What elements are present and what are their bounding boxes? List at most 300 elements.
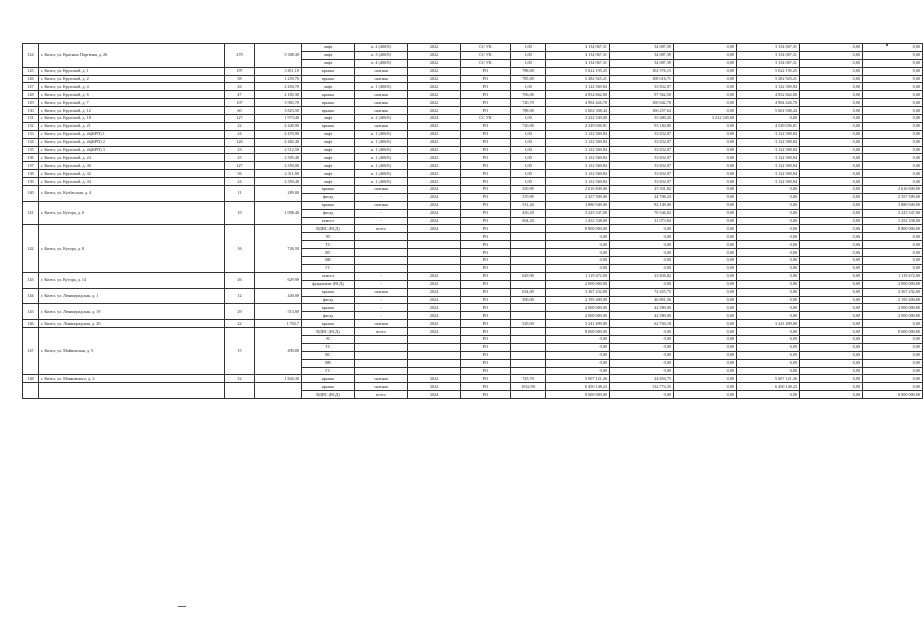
cost-other-cell: 0,00: [863, 83, 923, 91]
work-type-cell: крыша: [302, 383, 355, 391]
cost-2022-cell: 3 122 569,84: [737, 138, 800, 146]
cost-other-cell: 0,00: [863, 44, 923, 52]
apartments-cell: 32: [225, 375, 255, 383]
method-cell: СС УК: [461, 44, 511, 52]
unit-cost-cell: 0,00: [610, 233, 674, 241]
year-cell: [408, 351, 461, 359]
area-cell: 1 259,70: [255, 75, 302, 83]
table-row: [23, 115, 923, 123]
method-cell: РО: [461, 83, 511, 91]
quantity-cell: [511, 257, 546, 265]
work-kind-cell: [355, 233, 408, 241]
year-cell: [408, 249, 461, 257]
quantity-cell: 1,00: [511, 138, 546, 146]
total-cost-cell: 3 367 232,00: [546, 288, 610, 296]
method-cell: РО: [461, 67, 511, 75]
year-cell: [408, 257, 461, 265]
cost-2024-cell: 0,00: [674, 83, 737, 91]
method-cell: РО: [461, 107, 511, 115]
total-cost-cell: 5 602 508,44: [546, 107, 610, 115]
year-cell: [408, 335, 461, 343]
method-cell: РО: [461, 359, 511, 367]
cost-2022-cell: 3 241 499,00: [737, 320, 800, 328]
work-type-cell: крыша: [302, 186, 355, 194]
method-cell: РО: [461, 178, 511, 186]
cost-other-cell: 1 119 472,00: [863, 272, 923, 280]
quantity-cell: [511, 225, 546, 233]
table-row: [23, 75, 923, 83]
work-type-cell: крыша: [302, 304, 355, 312]
cost-other-cell: 3 367 232,00: [863, 288, 923, 296]
apartments-cell: 60: [225, 107, 255, 115]
cost-other-cell: 2 000 000,00: [863, 312, 923, 320]
cost-2024-cell: 0,00: [674, 186, 737, 194]
apartments-cell: 127: [225, 115, 255, 123]
cost-other-cell: 0,00: [863, 178, 923, 186]
row-number-cell: 132: [23, 122, 39, 130]
work-type-cell: крыша: [302, 91, 355, 99]
work-kind-cell: п. 3 (400/8): [355, 51, 408, 59]
method-cell: РО: [461, 280, 511, 288]
cost-other-cell: 0,00: [863, 59, 923, 67]
cost-2023-cell: 0,00: [800, 304, 863, 312]
cost-2022-cell: 5 602 508,44: [737, 107, 800, 115]
work-type-cell: лифт: [302, 154, 355, 162]
cost-2024-cell: 0,00: [674, 320, 737, 328]
method-cell: РО: [461, 272, 511, 280]
cost-2022-cell: 5 607 121,26: [737, 375, 800, 383]
area-cell: 629,90: [255, 272, 302, 288]
row-number-cell: 127: [23, 83, 39, 91]
cost-other-cell: 3 225 547,00: [863, 209, 923, 217]
table-row: [23, 99, 923, 107]
unit-cost-cell: 34 087,39: [610, 51, 674, 59]
cost-2022-cell: 0,00: [737, 233, 800, 241]
cost-2022-cell: 0,00: [737, 296, 800, 304]
year-cell: 2024: [408, 312, 461, 320]
cost-2023-cell: 0,00: [800, 343, 863, 351]
cost-2023-cell: 0,00: [800, 44, 863, 52]
work-kind-cell: скатная: [355, 201, 408, 209]
cost-2022-cell: 0,00: [737, 312, 800, 320]
unit-cost-cell: 42 580,00: [610, 304, 674, 312]
cost-2022-cell: 0,00: [737, 201, 800, 209]
cost-2024-cell: 0,00: [674, 91, 737, 99]
quantity-cell: 788,00: [511, 107, 546, 115]
work-kind-cell: [355, 359, 408, 367]
table-row: [23, 201, 923, 209]
cost-2022-cell: 0,00: [737, 304, 800, 312]
unit-cost-cell: 42 580,00: [610, 312, 674, 320]
cost-2023-cell: 0,00: [800, 249, 863, 257]
quantity-cell: 706,00: [511, 91, 546, 99]
cost-2023-cell: 0,00: [800, 288, 863, 296]
method-cell: РО: [461, 320, 511, 328]
total-cost-cell: 2 000 000,00: [546, 304, 610, 312]
cost-other-cell: 0,00: [863, 264, 923, 272]
area-cell: 2 440,90: [255, 122, 302, 130]
table-row: [23, 130, 923, 138]
row-number-cell: 138: [23, 170, 39, 178]
cost-other-cell: 0,00: [863, 67, 923, 75]
total-cost-cell: 4 549 036,81: [546, 122, 610, 130]
row-number-cell: 126: [23, 75, 39, 83]
cost-2024-cell: 0,00: [674, 383, 737, 391]
work-kind-cell: -: [355, 280, 408, 288]
work-type-cell: фасад: [302, 209, 355, 217]
cost-other-cell: 0,00: [863, 162, 923, 170]
cost-2024-cell: 0,00: [674, 193, 737, 201]
unit-cost-cell: 0,00: [610, 249, 674, 257]
cost-other-cell: 0,00: [863, 170, 923, 178]
address-cell: г. Кизел, ул. Ленинградская, д. 20: [39, 320, 225, 328]
work-kind-cell: всего: [355, 328, 408, 336]
cost-2024-cell: 0,00: [674, 170, 737, 178]
row-number-cell: 137: [23, 162, 39, 170]
cost-2023-cell: 0,00: [800, 115, 863, 123]
cost-2024-cell: 0,00: [674, 51, 737, 59]
address-cell: [39, 383, 225, 399]
cost-2022-cell: 0,00: [737, 241, 800, 249]
cost-2024-cell: 0,00: [674, 99, 737, 107]
work-kind-cell: п. 4 (400/8): [355, 59, 408, 67]
unit-cost-cell: 0,00: [610, 241, 674, 249]
address-cell: г. Кизел, ул. Крупской, д. 2в(КРП) 3: [39, 146, 225, 154]
cost-2022-cell: 0,00: [737, 186, 800, 194]
total-cost-cell: 5 607 121,26: [546, 375, 610, 383]
table-row: [23, 67, 923, 75]
work-kind-cell: скатная: [355, 122, 408, 130]
apartments-cell: 56: [225, 170, 255, 178]
cost-other-cell: 0,00: [863, 335, 923, 343]
cost-other-cell: 0,00: [863, 130, 923, 138]
year-cell: 2022: [408, 51, 461, 59]
method-cell: РО: [461, 383, 511, 391]
work-type-cell: крыша: [302, 375, 355, 383]
area-cell: 2 294,70: [255, 83, 302, 91]
cost-2024-cell: 0,00: [674, 328, 737, 336]
total-cost-cell: 3 122 569,84: [546, 146, 610, 154]
method-cell: СС УК: [461, 51, 511, 59]
work-type-cell: ЭС: [302, 335, 355, 343]
row-number-cell: 130: [23, 107, 39, 115]
method-cell: РО: [461, 146, 511, 154]
unit-cost-cell: 132 774,35: [610, 383, 674, 391]
address-cell: г. Кизел, ул. Майкопская, д. 5: [39, 328, 225, 375]
total-cost-cell: 3 222 549,00: [546, 115, 610, 123]
cost-2022-cell: 0,00: [737, 391, 800, 399]
work-kind-cell: скатная: [355, 99, 408, 107]
cost-2023-cell: 0,00: [800, 130, 863, 138]
cost-2024-cell: 0,00: [674, 154, 737, 162]
quantity-cell: 1,00: [511, 146, 546, 154]
row-number-cell: 139: [23, 178, 39, 186]
work-type-cell: лифт: [302, 59, 355, 67]
unit-cost-cell: 0,00: [610, 328, 674, 336]
unit-cost-cell: 33 832,07: [610, 154, 674, 162]
cost-2023-cell: 0,00: [800, 99, 863, 107]
work-kind-cell: п. 2 (400/8): [355, 115, 408, 123]
cost-2022-cell: 3 122 569,84: [737, 178, 800, 186]
total-cost-cell: 8 000 000,00: [546, 391, 610, 399]
work-kind-cell: п. 1 (400/8): [355, 154, 408, 162]
cost-other-cell: 0,00: [863, 51, 923, 59]
address-cell: г. Кизел, ул. Кутора, д. 8: [39, 225, 225, 272]
table-row: [23, 272, 923, 280]
total-cost-cell: 1 452 338,00: [546, 217, 610, 225]
total-cost-cell: 2 616 849,00: [546, 186, 610, 194]
row-number-cell: 133: [23, 130, 39, 138]
address-cell: г. Кизел, ул. Крупской, д. 7: [39, 99, 225, 107]
unit-cost-cell: 0,00: [610, 257, 674, 265]
work-type-cell: ЭС: [302, 233, 355, 241]
total-cost-cell: 3 134 067,31: [546, 51, 610, 59]
method-cell: СС УК: [461, 59, 511, 67]
work-kind-cell: п. 1 (400/8): [355, 138, 408, 146]
year-cell: 2022: [408, 320, 461, 328]
cost-2022-cell: 0,00: [737, 249, 800, 257]
apartments-cell: 24: [225, 178, 255, 186]
method-cell: РО: [461, 335, 511, 343]
cost-2022-cell: 3 122 569,84: [737, 146, 800, 154]
method-cell: РО: [461, 201, 511, 209]
cost-2022-cell: 0,00: [737, 264, 800, 272]
quantity-cell: 1,00: [511, 162, 546, 170]
cost-2023-cell: 0,00: [800, 375, 863, 383]
method-cell: РО: [461, 170, 511, 178]
address-cell: г. Кизел, ул. Крупской, д. 21: [39, 122, 225, 130]
cost-2022-cell: 6 450 148,23: [737, 383, 800, 391]
quantity-cell: [511, 367, 546, 375]
area-cell: 1 098,40: [255, 201, 302, 225]
work-type-cell: фасад: [302, 312, 355, 320]
cost-2023-cell: 0,00: [800, 351, 863, 359]
unit-cost-cell: 34 087,39: [610, 59, 674, 67]
unit-cost-cell: 0,00: [610, 225, 674, 233]
table-row: [23, 328, 923, 336]
year-cell: 2024: [408, 288, 461, 296]
apartments-cell: 58: [225, 75, 255, 83]
address-cell: г. Кизел, ул. Красных Партизан, д. 26: [39, 44, 225, 68]
cost-2024-cell: 0,00: [674, 367, 737, 375]
cost-2024-cell: 0,00: [674, 312, 737, 320]
cost-other-cell: 0,00: [863, 107, 923, 115]
cost-other-cell: 2 195 400,00: [863, 296, 923, 304]
apartments-cell: 107: [225, 99, 255, 107]
work-type-cell: ВДИС (ВСД): [302, 391, 355, 399]
row-number-cell: 140: [23, 186, 39, 202]
year-cell: 2022: [408, 383, 461, 391]
year-cell: [408, 343, 461, 351]
address-cell: г. Кизел, ул. Крупской, д. 1: [39, 67, 225, 75]
cost-2023-cell: 0,00: [800, 280, 863, 288]
cost-2023-cell: 0,00: [800, 217, 863, 225]
cost-other-cell: 0,00: [863, 91, 923, 99]
area-cell: 726,50: [255, 225, 302, 272]
cost-2024-cell: 0,00: [674, 335, 737, 343]
table-row: [23, 146, 923, 154]
method-cell: РО: [461, 257, 511, 265]
unit-cost-cell: 0,00: [610, 391, 674, 399]
apartments-cell: 24: [225, 130, 255, 138]
area-cell: 2 470,90: [255, 130, 302, 138]
work-kind-cell: п. 1 (400/8): [355, 146, 408, 154]
total-cost-cell: 0,00: [546, 359, 610, 367]
method-cell: РО: [461, 367, 511, 375]
method-cell: РО: [461, 209, 511, 217]
year-cell: [408, 359, 461, 367]
work-kind-cell: [355, 367, 408, 375]
cost-2022-cell: 4 904 426,70: [737, 99, 800, 107]
cost-other-cell: 2 616 849,00: [863, 186, 923, 194]
year-cell: 2024: [408, 193, 461, 201]
work-kind-cell: -: [355, 217, 408, 225]
quantity-cell: [511, 264, 546, 272]
apartments-cell: 16: [225, 225, 255, 272]
work-type-cell: фундамент (ВСД): [302, 280, 355, 288]
quantity-cell: 654,00: [511, 288, 546, 296]
cost-2023-cell: 0,00: [800, 178, 863, 186]
cost-2024-cell: 0,00: [674, 122, 737, 130]
cost-other-cell: 0,00: [863, 383, 923, 391]
cost-2022-cell: 5 022 195,25: [737, 67, 800, 75]
total-cost-cell: 6 450 148,23: [546, 383, 610, 391]
row-number-cell: 124: [23, 44, 39, 68]
unit-cost-cell: 62 704,18: [610, 320, 674, 328]
work-kind-cell: п. 1 (400/8): [355, 178, 408, 186]
method-cell: РО: [461, 351, 511, 359]
total-cost-cell: 3 122 569,84: [546, 154, 610, 162]
quantity-cell: 531,20: [511, 201, 546, 209]
cost-2023-cell: 0,00: [800, 193, 863, 201]
work-type-cell: ВВ: [302, 359, 355, 367]
method-cell: РО: [461, 241, 511, 249]
address-cell: г. Кизел, ул. Кузбасская, д. 4: [39, 186, 225, 202]
cost-2024-cell: 0,00: [674, 257, 737, 265]
year-cell: 2024: [408, 217, 461, 225]
cost-2024-cell: 0,00: [674, 375, 737, 383]
area-cell: 440,00: [255, 288, 302, 304]
address-cell: г. Кизел, ул. Крупской, д. 44: [39, 178, 225, 186]
cost-2022-cell: 3 122 569,84: [737, 83, 800, 91]
cost-other-cell: 1 452 338,00: [863, 217, 923, 225]
year-cell: 2022: [408, 75, 461, 83]
cost-2024-cell: 0,00: [674, 209, 737, 217]
year-cell: 2024: [408, 328, 461, 336]
work-type-cell: крыша: [302, 67, 355, 75]
work-kind-cell: -: [355, 209, 408, 217]
cost-2023-cell: 0,00: [800, 296, 863, 304]
area-cell: 3 823,50: [255, 107, 302, 115]
method-cell: РО: [461, 193, 511, 201]
cost-other-cell: 0,00: [863, 154, 923, 162]
table-row: [23, 383, 923, 391]
cost-2023-cell: 0,00: [800, 257, 863, 265]
total-cost-cell: 3 122 569,84: [546, 138, 610, 146]
unit-cost-cell: 70 546,02: [610, 209, 674, 217]
unit-cost-cell: 33 832,07: [610, 170, 674, 178]
work-kind-cell: всего: [355, 391, 408, 399]
register-body: [23, 44, 923, 399]
work-kind-cell: п. 1 (400/8): [355, 170, 408, 178]
work-type-cell: фасад: [302, 296, 355, 304]
cost-2023-cell: 0,00: [800, 162, 863, 170]
cost-2024-cell: 0,00: [674, 44, 737, 52]
row-number-cell: 125: [23, 67, 39, 75]
address-cell: г. Кизел, ул. Крупской, д. 2в(КРП) 1: [39, 130, 225, 138]
cost-other-cell: 0,00: [863, 320, 923, 328]
table-row: [23, 178, 923, 186]
cost-2023-cell: 0,00: [800, 170, 863, 178]
method-cell: РО: [461, 312, 511, 320]
method-cell: РО: [461, 288, 511, 296]
unit-cost-cell: 33 832,07: [610, 83, 674, 91]
unit-cost-cell: 33 832,07: [610, 162, 674, 170]
cost-2024-cell: 0,00: [674, 343, 737, 351]
apartments-cell: 11: [225, 186, 255, 202]
cost-2022-cell: 0,00: [737, 115, 800, 123]
address-cell: г. Кизел, ул. Крупской, д. 2: [39, 75, 225, 83]
cost-2023-cell: 0,00: [800, 201, 863, 209]
cost-2022-cell: 0,00: [737, 351, 800, 359]
quantity-cell: 1,00: [511, 178, 546, 186]
cost-2024-cell: 0,00: [674, 146, 737, 154]
total-cost-cell: 8 800 000,00: [546, 225, 610, 233]
apartments-cell: 29: [225, 304, 255, 320]
year-cell: 2024: [408, 296, 461, 304]
cost-2022-cell: 0,00: [737, 359, 800, 367]
table-row: [23, 44, 923, 52]
row-number-cell: 131: [23, 115, 39, 123]
row-number-cell: 142: [23, 225, 39, 272]
unit-cost-cell: 97 562,50: [610, 91, 674, 99]
cost-2024-cell: 0,00: [674, 296, 737, 304]
cost-2022-cell: 0,00: [737, 367, 800, 375]
area-cell: 289,00: [255, 186, 302, 202]
table-row: [23, 122, 923, 130]
cost-2024-cell: 0,00: [674, 272, 737, 280]
area-cell: 2 482,40: [255, 138, 302, 146]
cost-2024-cell: 0,00: [674, 391, 737, 399]
table-row: [23, 320, 923, 328]
total-cost-cell: 3 122 569,84: [546, 170, 610, 178]
work-type-cell: лифт: [302, 115, 355, 123]
cost-2023-cell: 0,00: [800, 328, 863, 336]
year-cell: 2022: [408, 170, 461, 178]
cost-other-cell: 0,00: [863, 375, 923, 383]
year-cell: 2022: [408, 99, 461, 107]
cost-2022-cell: 3 134 067,31: [737, 59, 800, 67]
cost-2023-cell: 0,00: [800, 367, 863, 375]
quantity-cell: 720,70: [511, 99, 546, 107]
row-number-cell: 135: [23, 146, 39, 154]
cost-2023-cell: 0,00: [800, 320, 863, 328]
address-cell: г. Кизел, ул. Крупской, д. 2в(КРП) 2: [39, 138, 225, 146]
method-cell: РО: [461, 154, 511, 162]
year-cell: 2022: [408, 375, 461, 383]
area-cell: 2 512,50: [255, 146, 302, 154]
cost-other-cell: 2 000 000,00: [863, 280, 923, 288]
cost-2023-cell: 0,00: [800, 122, 863, 130]
cost-2023-cell: 0,00: [800, 83, 863, 91]
total-cost-cell: 4 832 662,00: [546, 91, 610, 99]
cost-other-cell: 0,00: [863, 233, 923, 241]
cost-2023-cell: 0,00: [800, 154, 863, 162]
year-cell: 2024: [408, 304, 461, 312]
work-kind-cell: [355, 249, 408, 257]
table-row: [23, 304, 923, 312]
cost-other-cell: 0,00: [863, 257, 923, 265]
